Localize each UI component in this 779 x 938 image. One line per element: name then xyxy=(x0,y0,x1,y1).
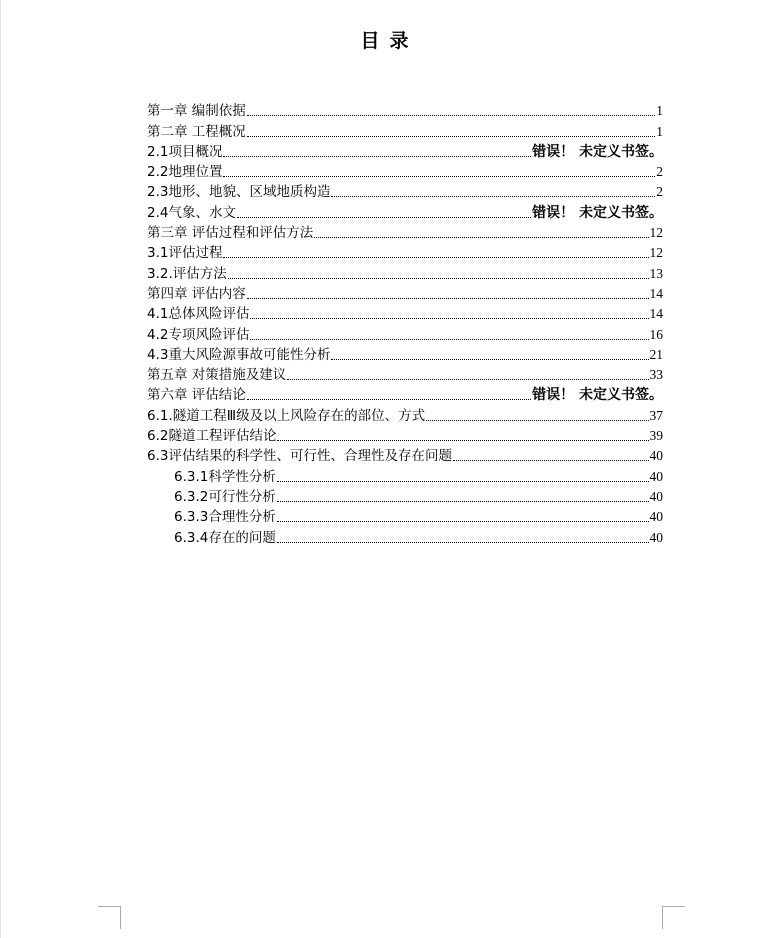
toc-page-number: 40 xyxy=(649,529,663,545)
toc-entry[interactable] xyxy=(147,383,663,403)
toc-dot-leader xyxy=(250,318,648,319)
toc-page-number: 21 xyxy=(649,346,663,362)
toc-entry[interactable] xyxy=(147,282,663,302)
toc-entry[interactable] xyxy=(147,485,663,505)
toc-entry-text[interactable]: 4.1总体风险评估 xyxy=(147,306,250,323)
toc-page-number: 16 xyxy=(649,326,663,342)
toc-page-number: 40 xyxy=(649,488,663,504)
toc-dot-leader xyxy=(277,440,648,441)
toc-entry[interactable] xyxy=(147,221,663,241)
toc-entry-text[interactable]: 2.3地形、地貌、区域地质构造 xyxy=(147,184,331,201)
toc-entry-text[interactable]: 6.1.隧道工程Ⅲ级及以上风险存在的部位、方式 xyxy=(147,407,426,424)
toc-entry-text[interactable]: 2.1项目概况 xyxy=(147,143,223,160)
toc-page-number: 39 xyxy=(649,428,663,444)
margin-corner-mark-left xyxy=(98,906,121,929)
toc-dot-leader xyxy=(277,501,649,502)
toc-dot-leader xyxy=(277,481,649,482)
toc-bookmark-error: 错误！ 未定义书签。 xyxy=(532,204,663,221)
toc-entry[interactable] xyxy=(147,261,663,281)
toc-entry[interactable] xyxy=(147,160,663,180)
toc-entry[interactable] xyxy=(147,119,663,139)
page-edge xyxy=(0,0,1,938)
toc-page-number: 1 xyxy=(656,123,663,139)
toc-page-number: 40 xyxy=(649,509,663,525)
toc-dot-leader xyxy=(247,136,655,137)
toc-entry-text[interactable]: 第二章 工程概况 xyxy=(147,123,246,140)
toc-dot-leader xyxy=(426,420,648,421)
toc-entry[interactable] xyxy=(147,505,663,525)
toc-dot-leader xyxy=(453,460,649,461)
toc-dot-leader xyxy=(223,257,648,258)
toc-entry[interactable] xyxy=(147,322,663,342)
toc-entry[interactable] xyxy=(147,464,663,484)
toc-dot-leader xyxy=(223,156,531,157)
toc-entry[interactable] xyxy=(147,444,663,464)
toc-entry-text[interactable]: 3.1评估过程 xyxy=(147,245,223,262)
toc-dot-leader xyxy=(331,196,655,197)
toc-dot-leader xyxy=(331,359,648,360)
toc-dot-leader xyxy=(223,176,655,177)
toc-entry-text[interactable]: 第一章 编制依据 xyxy=(147,103,246,120)
toc-page-number: 1 xyxy=(656,103,663,119)
table-of-contents xyxy=(147,99,663,546)
toc-entry[interactable] xyxy=(147,200,663,220)
toc-bookmark-error: 错误！ 未定义书签。 xyxy=(532,143,663,160)
toc-entry-text[interactable]: 第五章 对策措施及建议 xyxy=(147,367,287,384)
toc-entry-text[interactable]: 6.2隧道工程评估结论 xyxy=(147,428,277,445)
toc-dot-leader xyxy=(287,379,648,380)
toc-page-number: 40 xyxy=(649,468,663,484)
toc-entry-text[interactable]: 第三章 评估过程和评估方法 xyxy=(147,225,314,242)
toc-page-number: 2 xyxy=(656,164,663,180)
toc-entry-text[interactable]: 2.2地理位置 xyxy=(147,164,223,181)
toc-entry[interactable] xyxy=(147,302,663,322)
toc-page-number: 14 xyxy=(649,306,663,322)
toc-page-number: 12 xyxy=(649,245,663,261)
toc-dot-leader xyxy=(247,115,655,116)
toc-entry[interactable] xyxy=(147,241,663,261)
toc-entry-text[interactable]: 6.3.4存在的问题 xyxy=(174,529,276,546)
toc-page-number: 33 xyxy=(649,367,663,383)
toc-entry-text[interactable]: 4.2专项风险评估 xyxy=(147,326,250,343)
toc-entry[interactable] xyxy=(147,180,663,200)
toc-entry[interactable] xyxy=(147,343,663,363)
toc-dot-leader xyxy=(237,217,531,218)
toc-entry-text[interactable]: 2.4气象、水文 xyxy=(147,204,236,221)
toc-entry[interactable] xyxy=(147,140,663,160)
toc-page-number: 37 xyxy=(649,407,663,423)
toc-entry[interactable] xyxy=(147,403,663,423)
toc-entry-text[interactable]: 6.3评估结果的科学性、可行性、合理性及存在问题 xyxy=(147,448,452,465)
toc-title: 目录 xyxy=(360,30,419,52)
toc-page-number: 40 xyxy=(649,448,663,464)
toc-dot-leader xyxy=(277,542,649,543)
toc-entry-text[interactable]: 6.3.1科学性分析 xyxy=(174,468,276,485)
toc-dot-leader xyxy=(250,339,648,340)
toc-entry[interactable] xyxy=(147,99,663,119)
toc-entry[interactable] xyxy=(147,363,663,383)
toc-dot-leader xyxy=(277,521,649,522)
toc-dot-leader xyxy=(247,399,531,400)
toc-dot-leader xyxy=(314,237,648,238)
toc-dot-leader xyxy=(247,298,649,299)
toc-entry-text[interactable]: 3.2.评估方法 xyxy=(147,265,227,282)
toc-dot-leader xyxy=(228,278,649,279)
toc-entry-text[interactable]: 4.3重大风险源事故可能性分析 xyxy=(147,346,331,363)
toc-page-number: 13 xyxy=(649,265,663,281)
toc-page-number: 12 xyxy=(649,225,663,241)
toc-entry[interactable] xyxy=(147,525,663,545)
toc-entry-text[interactable]: 第六章 评估结论 xyxy=(147,387,246,404)
margin-corner-mark-right xyxy=(662,906,685,929)
toc-entry-text[interactable]: 第四章 评估内容 xyxy=(147,285,246,302)
toc-page-number: 2 xyxy=(656,184,663,200)
toc-entry-text[interactable]: 6.3.2可行性分析 xyxy=(174,488,276,505)
toc-entry-text[interactable]: 6.3.3合理性分析 xyxy=(174,509,276,526)
toc-page-number: 14 xyxy=(649,285,663,301)
toc-bookmark-error: 错误！ 未定义书签。 xyxy=(532,387,663,404)
toc-entry[interactable] xyxy=(147,424,663,444)
